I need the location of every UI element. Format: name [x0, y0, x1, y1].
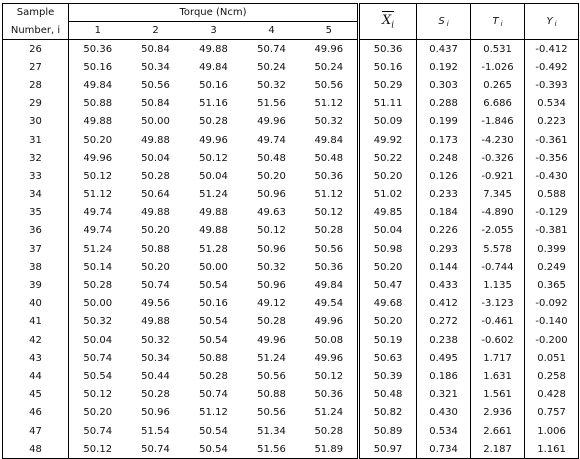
s-cell: 0.192	[417, 58, 471, 76]
y-cell: 1.006	[525, 422, 579, 440]
torque-2-cell: 50.28	[141, 170, 170, 182]
xbar-cell: 49.92	[359, 131, 417, 149]
xbar-cell: 50.22	[359, 149, 417, 167]
t-cell: -2.055	[471, 222, 525, 240]
s-cell: 0.534	[417, 422, 471, 440]
table-row	[3, 40, 579, 59]
xbar-cell: 50.82	[359, 404, 417, 422]
torque-4-cell: 50.48	[257, 152, 286, 164]
t-cell: -1.846	[471, 113, 525, 131]
sample-header: Sample	[3, 4, 69, 22]
y-cell: -0.492	[525, 58, 579, 76]
torque-4-cell: 50.32	[257, 79, 286, 91]
table-row	[3, 404, 579, 422]
y-cell: 0.223	[525, 113, 579, 131]
torque-4-cell: 49.96	[257, 116, 286, 128]
sample-number-cell: 47	[3, 422, 69, 440]
y-cell: 0.399	[525, 240, 579, 258]
torque-4-cell: 50.96	[257, 243, 286, 255]
xbar-cell: 50.63	[359, 349, 417, 367]
sample-number-cell: 37	[3, 240, 69, 258]
torque-1-cell: 50.14	[69, 258, 127, 276]
torque-1-cell: 50.32	[69, 313, 127, 331]
torque-3-cell: 51.16	[199, 98, 228, 110]
t-cell: 7.345	[471, 186, 525, 204]
t-cell: 5.578	[471, 240, 525, 258]
y-cell: -0.200	[525, 331, 579, 349]
torque-1-cell: 49.74	[69, 204, 127, 222]
s-cell: 0.495	[417, 349, 471, 367]
torque-5-cell: 49.84	[301, 131, 359, 149]
xbar-cell: 50.48	[359, 386, 417, 404]
xbar-cell: 50.98	[359, 240, 417, 258]
torque-5-cell: 50.12	[301, 204, 359, 222]
xbar-cell: 50.09	[359, 113, 417, 131]
torque-4-cell: 50.12	[257, 225, 286, 237]
torque-1-cell: 50.88	[69, 95, 127, 113]
torque-5-cell: 49.96	[301, 40, 359, 59]
t-cell: -4.230	[471, 131, 525, 149]
t-cell: 2.661	[471, 422, 525, 440]
torque-5-cell: 49.96	[301, 349, 359, 367]
t-cell: -0.326	[471, 149, 525, 167]
torque-1-cell: 50.12	[69, 386, 127, 404]
t-cell: -3.123	[471, 295, 525, 313]
s-cell: 0.126	[417, 167, 471, 185]
table-row	[3, 58, 579, 76]
y-cell: -0.129	[525, 204, 579, 222]
y-cell: -0.412	[525, 40, 579, 59]
t-cell: -0.602	[471, 331, 525, 349]
y-cell: 0.757	[525, 404, 579, 422]
torque-1-cell: 50.74	[69, 349, 127, 367]
s-cell: 0.226	[417, 222, 471, 240]
t-cell: 2.187	[471, 440, 525, 459]
torque-5-cell: 50.12	[301, 367, 359, 385]
torque-5-cell: 50.56	[301, 240, 359, 258]
table-row	[3, 186, 579, 204]
torque-4-cell: 50.74	[257, 43, 286, 55]
torque-5-cell: 50.24	[301, 58, 359, 76]
torque-2-cell: 50.34	[141, 61, 170, 73]
torque-2-cell: 49.88	[141, 316, 170, 328]
sample-number-cell: 35	[3, 204, 69, 222]
torque-3-cell: 51.24	[199, 189, 228, 201]
torque-3-cell: 51.28	[199, 243, 228, 255]
torque-2-cell: 50.74	[127, 440, 185, 459]
sample-number-cell: 31	[3, 131, 69, 149]
torque-5-cell: 51.12	[301, 186, 359, 204]
s-cell: 0.186	[417, 367, 471, 385]
s-cell: 0.199	[417, 113, 471, 131]
torque-1-cell: 49.74	[69, 222, 127, 240]
xbar-cell: 50.29	[359, 76, 417, 94]
y-cell: -0.140	[525, 313, 579, 331]
torque-4-cell: 50.56	[257, 407, 286, 419]
table-row	[3, 240, 579, 258]
torque-3-cell: 51.12	[199, 407, 228, 419]
table-row	[3, 440, 579, 459]
table-row	[3, 222, 579, 240]
t-cell: 1.135	[471, 276, 525, 294]
torque-2-cell: 49.88	[141, 134, 170, 146]
torque-4-cell: 50.28	[257, 316, 286, 328]
xbar-cell: 50.20	[359, 313, 417, 331]
xbar-header: $X_i$	[359, 4, 417, 40]
torque-3-cell: 50.54	[199, 425, 228, 437]
torque-4-cell: 50.32	[257, 261, 286, 273]
torque-5-cell: 51.89	[301, 440, 359, 459]
torque-5-cell: 50.28	[301, 422, 359, 440]
torque-col-2: 2	[127, 22, 185, 40]
torque-1-cell: 50.12	[69, 167, 127, 185]
torque-3-cell: 50.54	[199, 280, 228, 292]
s-cell: 0.412	[417, 295, 471, 313]
y-cell: 0.428	[525, 386, 579, 404]
xbar-cell: 50.39	[359, 367, 417, 385]
s-header: S $_i$	[417, 4, 471, 40]
xbar-cell: 51.02	[359, 186, 417, 204]
table-row	[3, 422, 579, 440]
xbar-cell: 50.04	[359, 222, 417, 240]
torque-1-cell: 51.24	[69, 240, 127, 258]
t-header: T $_i$	[471, 4, 525, 40]
y-cell: 0.588	[525, 186, 579, 204]
sample-number-cell: 46	[3, 404, 69, 422]
xbar-cell: 51.11	[359, 95, 417, 113]
xbar-cell: 50.16	[359, 58, 417, 76]
torque-5-cell: 50.28	[301, 222, 359, 240]
torque-5-cell: 49.54	[301, 295, 359, 313]
torque-3-cell: 50.00	[199, 261, 228, 273]
torque-3-cell: 50.74	[199, 389, 228, 401]
y-cell: 1.161	[525, 440, 579, 459]
table-row	[3, 295, 579, 313]
torque-3-cell: 50.28	[199, 370, 228, 382]
torque-5-cell: 50.36	[301, 386, 359, 404]
torque-5-cell: 50.48	[301, 149, 359, 167]
torque-4-cell: 49.74	[257, 134, 286, 146]
sample-number-cell: 33	[3, 167, 69, 185]
torque-2-cell: 50.28	[141, 389, 170, 401]
s-cell: 0.238	[417, 331, 471, 349]
t-cell: -4.890	[471, 204, 525, 222]
torque-3-cell: 50.12	[199, 152, 228, 164]
table-row	[3, 149, 579, 167]
torque-2-cell: 50.96	[141, 407, 170, 419]
torque-5-cell: 50.56	[301, 76, 359, 94]
xbar-cell: 49.68	[359, 295, 417, 313]
y-cell: 0.365	[525, 276, 579, 294]
torque-1-cell: 51.12	[69, 186, 127, 204]
table-row	[3, 204, 579, 222]
t-cell: 2.936	[471, 404, 525, 422]
sample-number-cell: 30	[3, 113, 69, 131]
y-cell: -0.430	[525, 167, 579, 185]
table-row	[3, 386, 579, 404]
torque-5-cell: 49.96	[301, 313, 359, 331]
table-row	[3, 313, 579, 331]
torque-5-cell: 51.24	[301, 404, 359, 422]
torque-5-cell: 51.12	[301, 95, 359, 113]
xbar-cell: 50.97	[359, 440, 417, 459]
xbar-cell: 50.20	[359, 167, 417, 185]
torque-1-cell: 50.54	[69, 367, 127, 385]
torque-4-cell: 50.24	[257, 61, 286, 73]
torque-data-table	[2, 3, 579, 459]
torque-2-cell: 50.64	[141, 189, 170, 201]
torque-4-cell: 49.63	[257, 207, 286, 219]
torque-1-cell: 50.36	[69, 40, 127, 59]
torque-3-cell: 50.88	[199, 352, 228, 364]
s-cell: 0.233	[417, 186, 471, 204]
t-cell: -0.744	[471, 258, 525, 276]
sample-number-cell: 39	[3, 276, 69, 294]
sample-number-cell: 40	[3, 295, 69, 313]
torque-2-cell: 50.84	[141, 98, 170, 110]
torque-4-cell: 50.96	[257, 189, 286, 201]
torque-3-cell: 49.84	[199, 61, 228, 73]
table-row	[3, 95, 579, 113]
s-cell: 0.248	[417, 149, 471, 167]
torque-5-cell: 50.08	[301, 331, 359, 349]
table-row	[3, 276, 579, 294]
xbar-cell: 50.19	[359, 331, 417, 349]
xbar-cell: 50.89	[359, 422, 417, 440]
torque-5-cell: 50.36	[301, 258, 359, 276]
torque-3-cell: 50.54	[185, 440, 243, 459]
table-row	[3, 76, 579, 94]
y-cell: -0.092	[525, 295, 579, 313]
torque-4-cell: 51.24	[257, 352, 286, 364]
sample-number-cell: 29	[3, 95, 69, 113]
sample-number-cell: 27	[3, 58, 69, 76]
torque-4-cell: 50.96	[257, 280, 286, 292]
t-cell: 6.686	[471, 95, 525, 113]
torque-2-cell: 50.20	[141, 261, 170, 273]
sample-number-cell: 28	[3, 76, 69, 94]
torque-col-3: 3	[185, 22, 243, 40]
table-row	[3, 349, 579, 367]
y-cell: -0.393	[525, 76, 579, 94]
sample-number-cell: 44	[3, 367, 69, 385]
sample-number-cell: 42	[3, 331, 69, 349]
s-cell: 0.144	[417, 258, 471, 276]
y-cell: -0.361	[525, 131, 579, 149]
torque-2-cell: 49.88	[141, 207, 170, 219]
t-cell: -0.461	[471, 313, 525, 331]
torque-2-cell: 50.34	[141, 352, 170, 364]
y-cell: -0.356	[525, 149, 579, 167]
sample-number-cell: 41	[3, 313, 69, 331]
torque-1-cell: 49.84	[69, 76, 127, 94]
s-cell: 0.272	[417, 313, 471, 331]
sample-number-cell: 26	[3, 40, 69, 59]
torque-col-5: 5	[301, 22, 359, 40]
torque-3-cell: 49.88	[199, 225, 228, 237]
torque-1-cell: 49.88	[69, 113, 127, 131]
sample-number-cell: 38	[3, 258, 69, 276]
t-cell: 1.631	[471, 367, 525, 385]
table-row	[3, 331, 579, 349]
s-cell: 0.173	[417, 131, 471, 149]
torque-4-cell: 51.34	[257, 425, 286, 437]
torque-4-cell: 51.56	[257, 98, 286, 110]
y-cell: 0.534	[525, 95, 579, 113]
torque-2-cell: 50.32	[141, 334, 170, 346]
torque-2-cell: 50.04	[141, 152, 170, 164]
torque-col-4: 4	[243, 22, 301, 40]
s-cell: 0.433	[417, 276, 471, 294]
torque-1-cell: 50.04	[69, 331, 127, 349]
torque-2-cell: 50.00	[141, 116, 170, 128]
torque-1-cell: 50.20	[69, 404, 127, 422]
y-cell: 0.258	[525, 367, 579, 385]
torque-5-cell: 49.84	[301, 276, 359, 294]
xbar-cell: 50.36	[359, 40, 417, 59]
y-cell: 0.249	[525, 258, 579, 276]
torque-3-cell: 50.54	[199, 316, 228, 328]
torque-header: Torque (Ncm)	[69, 4, 359, 22]
torque-2-cell: 50.56	[141, 79, 170, 91]
torque-2-cell: 50.44	[141, 370, 170, 382]
sample-number-cell: 32	[3, 149, 69, 167]
xbar-cell: 50.47	[359, 276, 417, 294]
torque-3-cell: 49.88	[199, 207, 228, 219]
torque-1-cell: 50.12	[69, 440, 127, 459]
table-row	[3, 113, 579, 131]
torque-1-cell: 50.28	[69, 276, 127, 294]
torque-1-cell: 49.96	[69, 149, 127, 167]
y-cell: -0.381	[525, 222, 579, 240]
sample-number-header: Number, i	[3, 22, 69, 40]
torque-4-cell: 49.96	[257, 334, 286, 346]
torque-2-cell: 50.88	[141, 243, 170, 255]
t-cell: 0.531	[471, 40, 525, 59]
torque-4-cell: 50.20	[257, 170, 286, 182]
torque-3-cell: 50.16	[199, 298, 228, 310]
torque-4-cell: 50.88	[257, 389, 286, 401]
torque-3-cell: 50.28	[199, 116, 228, 128]
xbar-cell: 50.20	[359, 258, 417, 276]
torque-3-cell: 50.04	[199, 170, 228, 182]
t-cell: 1.717	[471, 349, 525, 367]
torque-4-cell: 50.56	[257, 370, 286, 382]
table-row	[3, 167, 579, 185]
t-cell: -0.921	[471, 167, 525, 185]
torque-3-cell: 49.96	[199, 134, 228, 146]
s-cell: 0.430	[417, 404, 471, 422]
s-cell: 0.293	[417, 240, 471, 258]
torque-4-cell: 51.56	[243, 440, 301, 459]
torque-1-cell: 50.74	[69, 422, 127, 440]
torque-5-cell: 50.32	[301, 113, 359, 131]
xbar-cell: 49.85	[359, 204, 417, 222]
torque-3-cell: 49.88	[199, 43, 228, 55]
torque-2-cell: 50.20	[141, 225, 170, 237]
torque-1-cell: 50.20	[69, 131, 127, 149]
s-cell: 0.437	[417, 40, 471, 59]
torque-1-cell: 50.00	[69, 295, 127, 313]
torque-3-cell: 50.16	[199, 79, 228, 91]
torque-5-cell: 50.36	[301, 167, 359, 185]
sample-number-cell: 43	[3, 349, 69, 367]
sample-number-cell: 45	[3, 386, 69, 404]
torque-4-cell: 49.12	[257, 298, 286, 310]
table-row	[3, 131, 579, 149]
t-cell: -1.026	[471, 58, 525, 76]
torque-col-1: 1	[69, 22, 127, 40]
t-cell: 0.265	[471, 76, 525, 94]
y-header: Y $_i$	[525, 4, 579, 40]
y-cell: 0.051	[525, 349, 579, 367]
s-cell: 0.734	[417, 440, 471, 459]
s-cell: 0.303	[417, 76, 471, 94]
s-cell: 0.321	[417, 386, 471, 404]
torque-2-cell: 50.84	[141, 43, 170, 55]
table-row	[3, 258, 579, 276]
t-cell: 1.561	[471, 386, 525, 404]
s-cell: 0.288	[417, 95, 471, 113]
table-row	[3, 367, 579, 385]
torque-2-cell: 49.56	[141, 298, 170, 310]
torque-2-cell: 51.54	[141, 425, 170, 437]
sample-number-cell: 48	[3, 440, 69, 459]
s-cell: 0.184	[417, 204, 471, 222]
torque-1-cell: 50.16	[69, 58, 127, 76]
sample-number-cell: 34	[3, 186, 69, 204]
table-body	[3, 40, 579, 459]
torque-2-cell: 50.74	[141, 280, 170, 292]
sample-number-cell: 36	[3, 222, 69, 240]
torque-3-cell: 50.54	[199, 334, 228, 346]
